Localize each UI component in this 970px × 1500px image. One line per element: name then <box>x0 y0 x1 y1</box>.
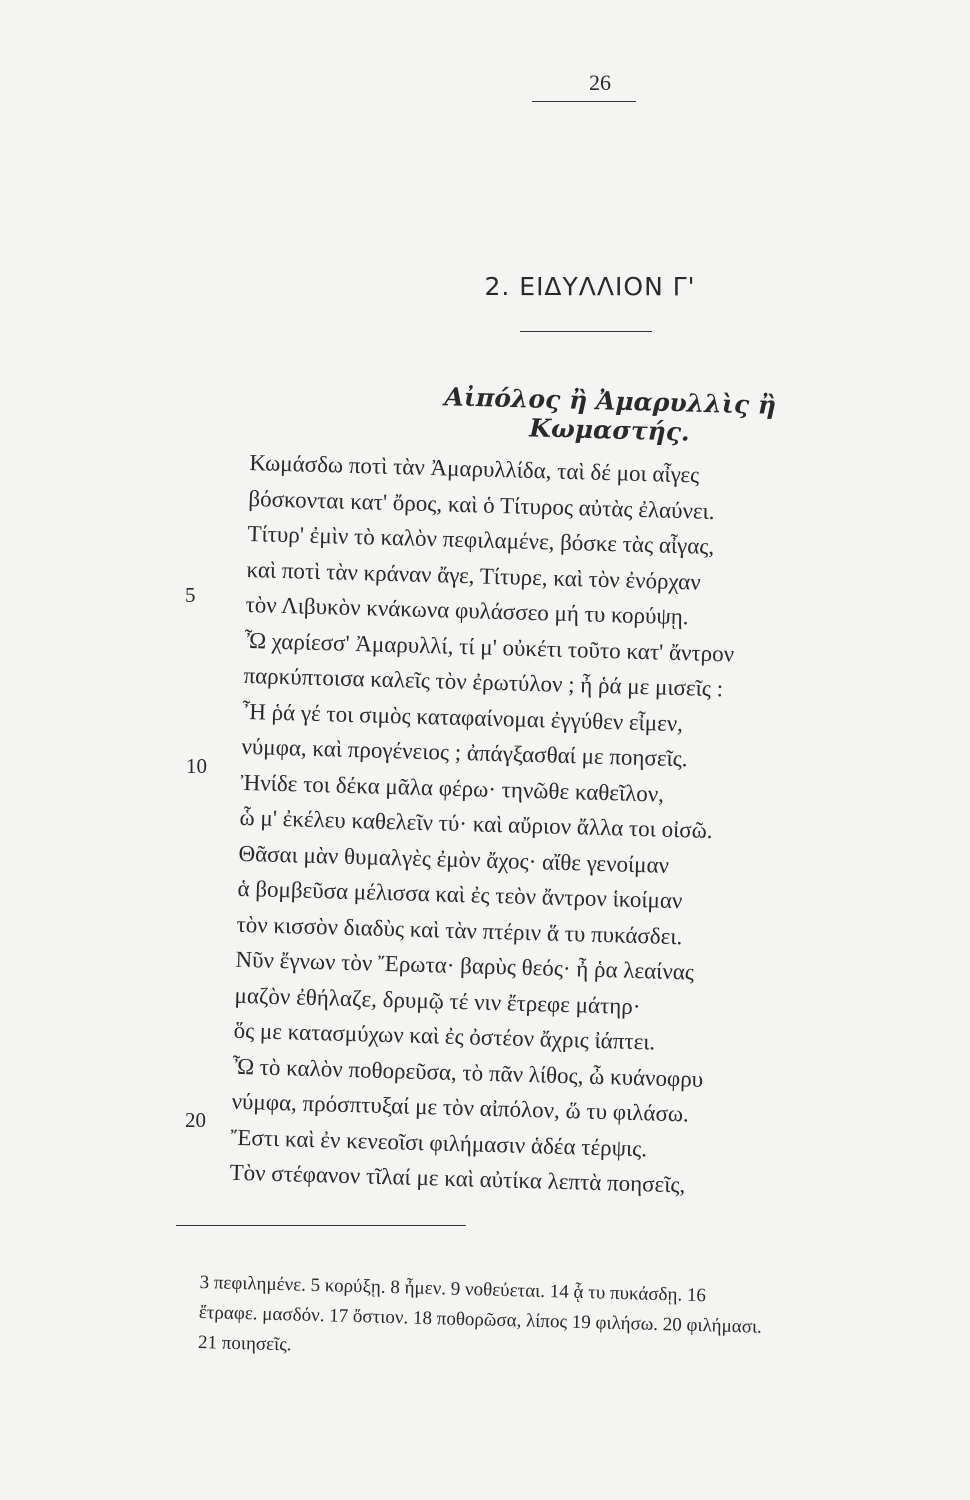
line-number: 20 <box>185 1108 206 1132</box>
footnote-line: 3 πεφιλημένε. 5 κορύξῃ. 8 ἦμεν. 9 νοθεύεται. 14 ᾇ τυ πυκάσδῃ. 16 <box>199 1271 707 1307</box>
poem-line: Ὦ χαρίεσσ' Ἀμαρυλλί, τί μ' οὐκέτι τοῦτο κατ' ἄντρον <box>244 627 735 667</box>
poem-line: Ὦ τὸ καλὸν ποθορεῦσα, τὸ πᾶν λίθος, ὦ κυάνοφρυ <box>232 1053 704 1092</box>
footnote-line: 21 ποιησεῖς. <box>197 1331 292 1356</box>
poem-line: ὧ μ' ἐκέλευ καθελεῖν τύ· καὶ αὔριον ἄλλα τοι οἰσῶ. <box>239 804 713 844</box>
poem-line: βόσκονται κατ' ὄρος, καὶ ὁ Τίτυρος αὐτὰς ἐλαύνει. <box>248 485 715 524</box>
footnote-line: ἔτραφε. μασδόν. 17 ὄστιον. 18 ποθορῶσα, λίπος 19 φιλήσω. 20 φιλήμασι. <box>198 1301 763 1338</box>
idyll-subtitle: Αἰπόλος ἢ Ἀμαρυλλὶς ἢ Κωμαστής. <box>444 382 777 447</box>
page-number-rule <box>532 101 636 102</box>
poem-line: παρκύπτοισα καλεῖς τὸν ἐρωτύλον ; ἦ ῥά με μισεῖς : <box>243 662 724 702</box>
poem-line: νύμφα, καὶ προγένειος ; ἀπάγξασθαί με ποησεῖς. <box>241 733 688 772</box>
page-number: 26 <box>589 70 611 95</box>
poem-line: Θᾶσαι μὰν θυμαλγὲς ἐμὸν ἄχος· αἴθε γενοίμαν <box>238 840 670 878</box>
poem-line: Κωμάσδω ποτὶ τὰν Ἀμαρυλλίδα, ταὶ δέ μοι αἶγες <box>249 449 700 488</box>
poem-text <box>229 445 930 1209</box>
poem-line: τὸν Λιβυκὸν κνάκωνα φυλάσσεο μή τυ κορύψῃ. <box>245 591 690 630</box>
poem-line: καὶ ποτὶ τὰν κράναν ἄγε, Τίτυρε, καὶ τὸν ἐνόρχαν <box>246 556 702 595</box>
poem-line: ἁ βομβεῦσα μέλισσα καὶ ἐς τεὸν ἄντρον ἱκοίμαν <box>237 875 683 914</box>
line-number: 10 <box>186 754 207 778</box>
line-number: 5 <box>185 583 196 607</box>
poem-line: Τὸν στέφανον τῖλαί με καὶ αὐτίκα λεπτὰ ποησεῖς, <box>229 1159 686 1198</box>
poem-line: ὅς με κατασμύχων καὶ ἐς ὀστέον ἄχρις ἰάπτει. <box>233 1017 656 1055</box>
footnote-rule <box>176 1225 466 1226</box>
poem-line: Ἔστι καὶ ἐν κενεοῖσι φιλήμασιν ἁδέα τέρψις. <box>230 1124 648 1161</box>
poem-line: μαζὸν ἐθήλαζε, δρυμῷ τέ νιν ἔτρεφε μάτηρ· <box>234 982 641 1019</box>
title-rule <box>520 331 652 332</box>
poem-line: τὸν κισσὸν διαδὺς καὶ τὰν πτέριν ἅ τυ πυκάσδει. <box>236 911 683 949</box>
idyll-title: 2. ΕΙΔΥΛΛΙΟΝ Γ' <box>484 272 696 301</box>
footnotes <box>198 1268 940 1377</box>
poem-line: Τίτυρ' ἐμὶν τὸ καλὸν πεφιλαμένε, βόσκε τὰς αἶγας, <box>247 520 715 559</box>
poem-line: Ἠνίδε τοι δέκα μᾶλα φέρω· τηνῶθε καθεῖλον, <box>240 769 665 807</box>
poem-line: Ἦ ῥά γέ τοι σιμὸς καταφαίνομαι ἐγγύθεν εἶμεν, <box>242 698 684 736</box>
poem-line: νύμφα, πρόσπτυξαί με τὸν αἰπόλον, ὥ τυ φιλάσω. <box>231 1088 690 1127</box>
poem-line: Νῦν ἔγνων τὸν Ἔρωτα· βαρὺς θεός· ἦ ῥα λεαίνας <box>235 946 695 985</box>
